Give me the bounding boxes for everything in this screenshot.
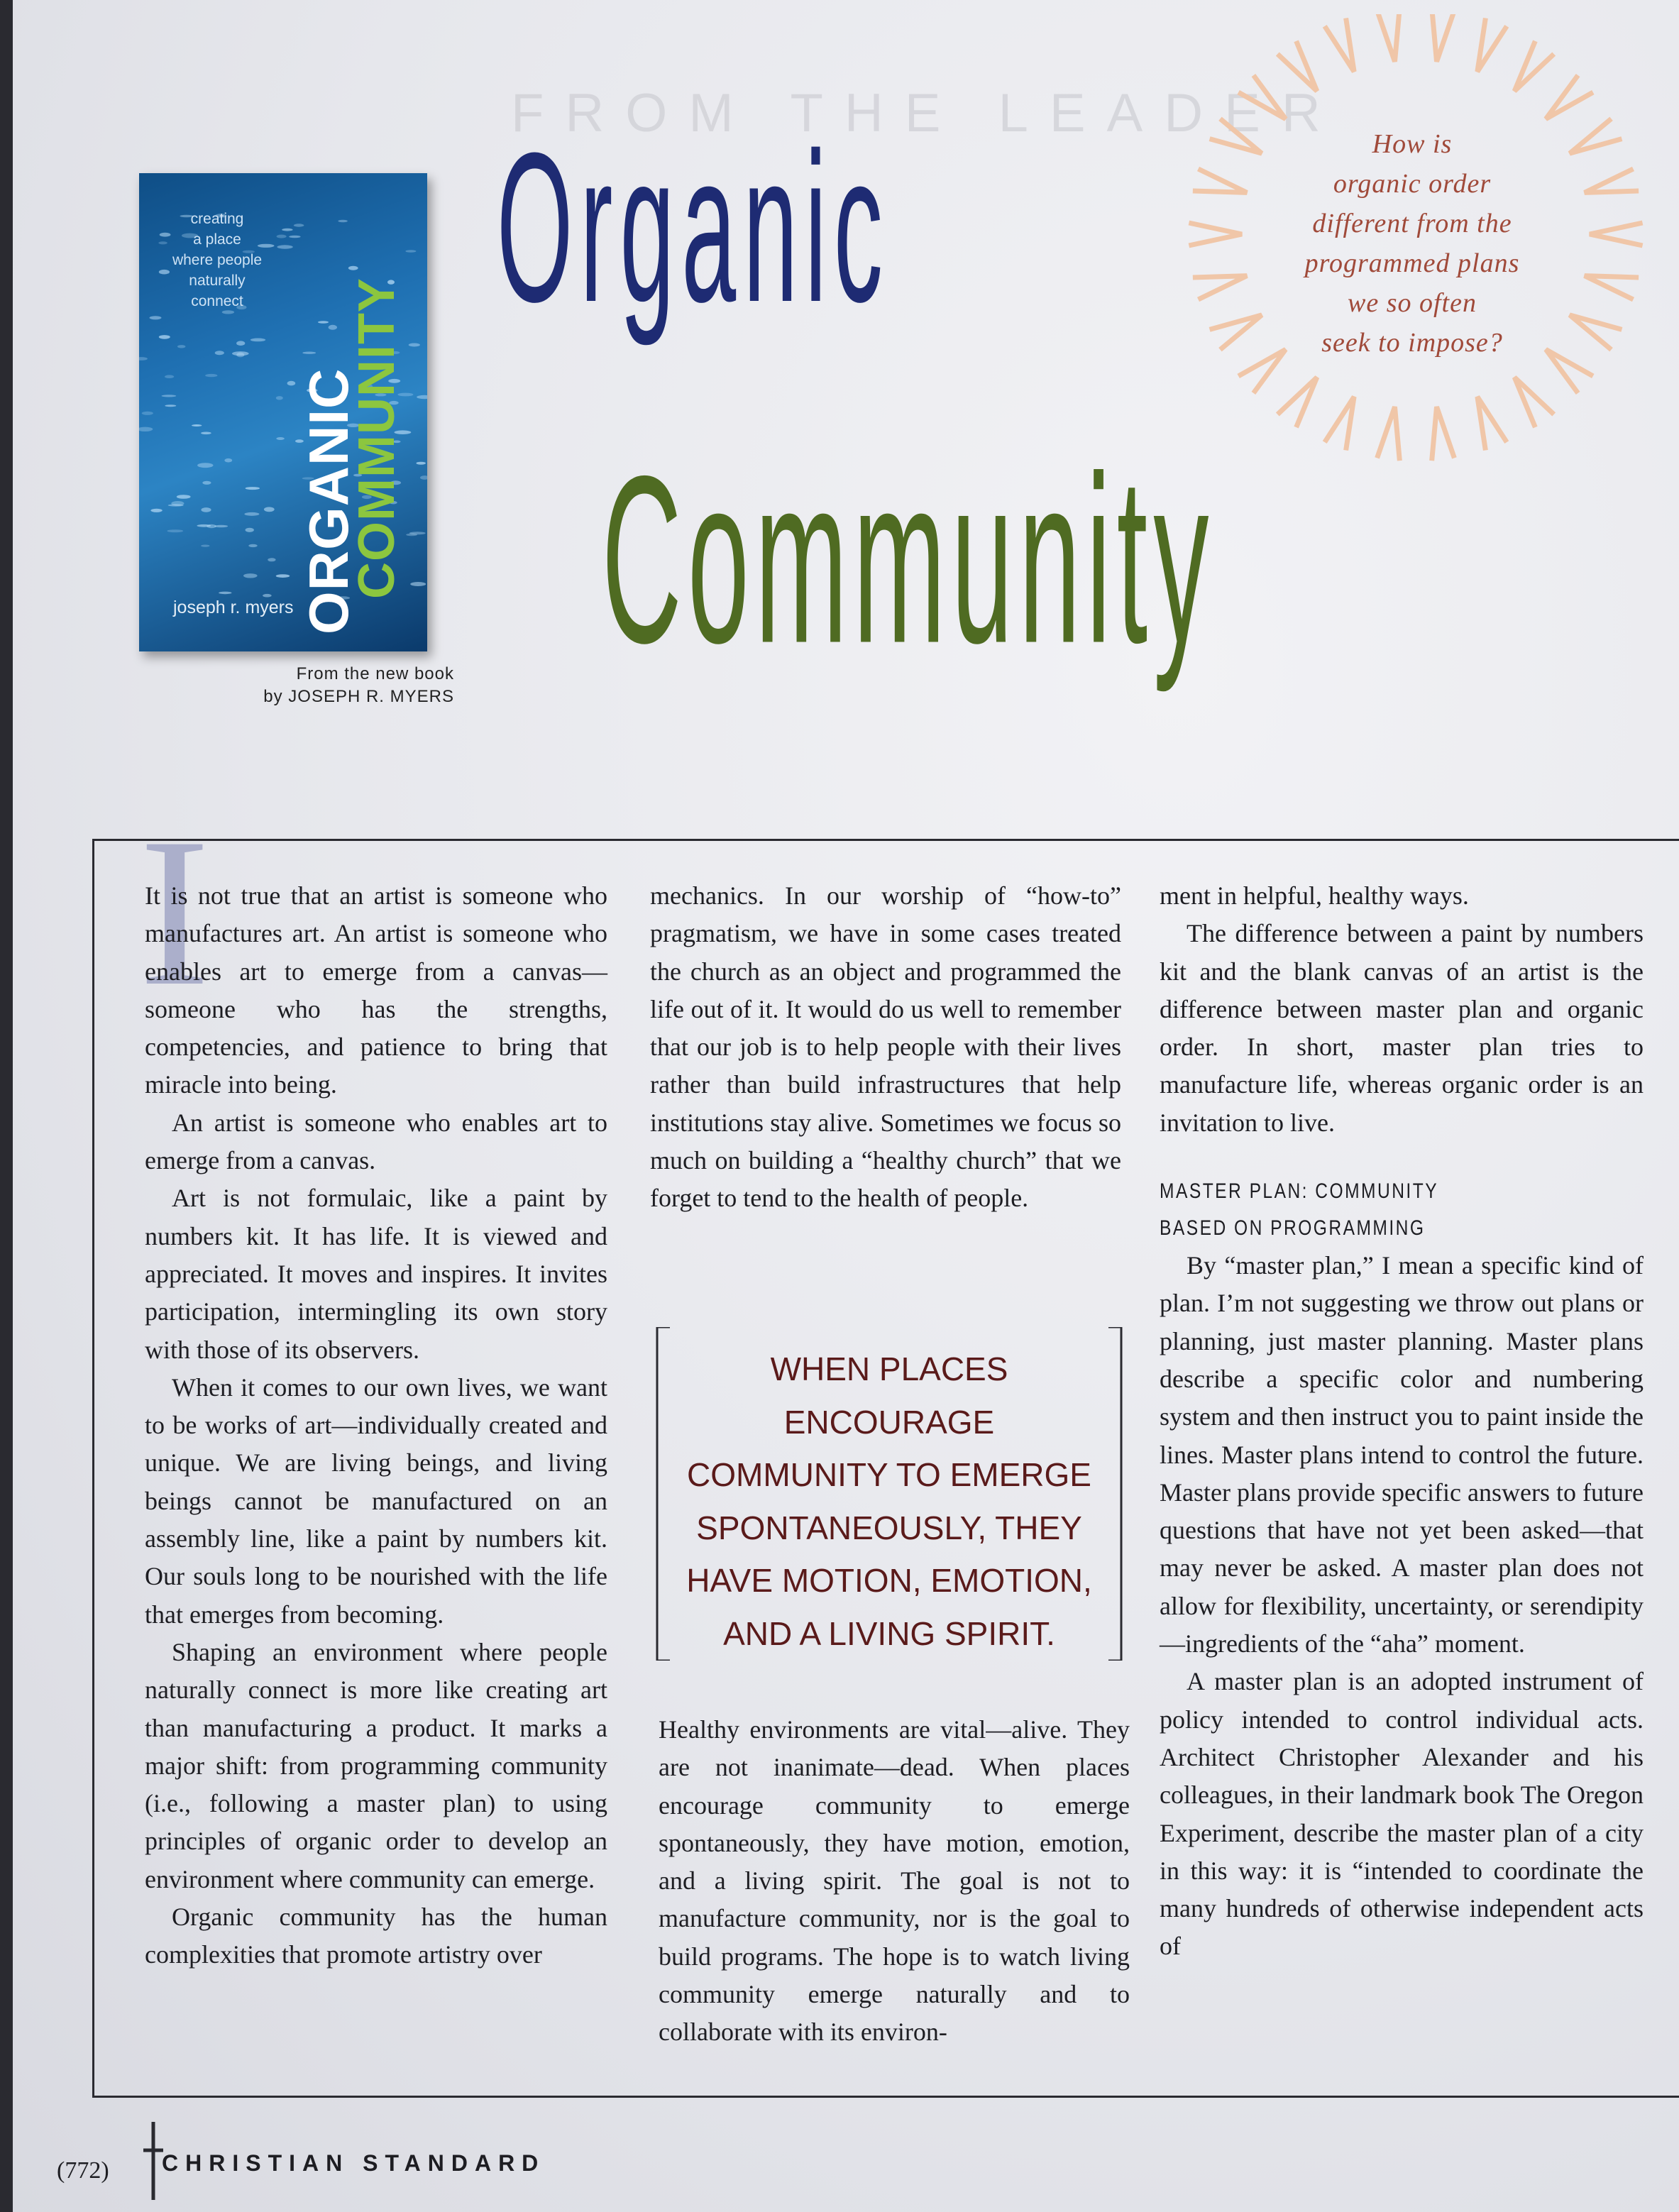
paragraph: A master plan is an adopted instrument of policy intended to control individual acts. Architect Christopher Alexander and his colleagues, in their landmark book The Oregon Experiment, describe the master plan of a city in this way: it is “intended to coordinate the many hundreds of otherwise independent acts of	[1160, 1667, 1644, 1961]
subhead-line: BASED ON PROGRAMMING	[1160, 1216, 1426, 1240]
sunburst-ray	[1377, 14, 1400, 62]
sunburst-ray	[1325, 397, 1354, 450]
fish-shape	[338, 220, 347, 222]
fish-shape	[219, 592, 231, 595]
fish-shape	[142, 412, 153, 415]
fish-shape	[268, 558, 275, 561]
tagline-line: connect	[191, 293, 243, 309]
pull-quote-line: HAVE MOTION, EMOTION,	[686, 1562, 1092, 1599]
paragraph: Shaping an environment where people naturally connect is more like creating art than manufacturing a product. It marks a major shift: from programming community (i.e., following a master plan) to using principles of organic order to develop an environment where community can emerge.	[145, 1637, 607, 1893]
ghost-header-text: FROM THE LEADER	[511, 83, 1342, 143]
pull-quote-line: COMMUNITY TO EMERGE	[687, 1456, 1091, 1493]
sunburst-ray	[1585, 276, 1639, 299]
fish-shape	[264, 507, 275, 512]
fish-shape	[417, 462, 426, 465]
fish-shape	[139, 427, 153, 431]
fish-shape	[246, 487, 260, 490]
book-tagline	[160, 209, 274, 312]
sunburst-ray	[1585, 169, 1639, 192]
fish-shape	[215, 351, 224, 355]
pull-quote-text	[654, 1343, 1124, 1660]
paragraph: When it comes to our own lives, we want to be works of art—individually created and unique. We are living beings, and living beings cannot be manufactured on an assembly line, like a paint by numbers kit. Our souls long to be nourished with the life that emerges from becoming.	[145, 1372, 607, 1629]
subhead-line: MASTER PLAN: COMMUNITY	[1160, 1179, 1439, 1204]
sunburst-ray	[1432, 407, 1455, 461]
column-2-lower	[659, 1711, 1130, 2052]
fish-shape	[171, 501, 184, 506]
pull-quote-line: ENCOURAGE	[783, 1403, 995, 1441]
caption-line: From the new book	[296, 664, 454, 683]
sunburst-ray	[1238, 75, 1285, 119]
fish-shape	[276, 437, 285, 440]
pull-question-line: programmed plans	[1304, 248, 1520, 278]
paragraph: ment in helpful, healthy ways.	[1160, 881, 1469, 910]
pull-quote-line: AND A LIVING SPIRIT.	[723, 1614, 1055, 1652]
page-number: (772)	[57, 2157, 109, 2184]
fish-shape	[202, 481, 211, 485]
fish-shape	[243, 573, 258, 578]
fish-shape	[248, 544, 257, 547]
fish-shape	[150, 316, 162, 319]
sunburst-ray	[1570, 315, 1622, 350]
tagline-line: a place	[193, 231, 241, 248]
sunburst-ray	[1514, 41, 1554, 91]
tagline-line: naturally	[189, 273, 246, 289]
fish-shape	[277, 235, 287, 238]
pull-question-line: How is	[1372, 129, 1453, 159]
column-2	[650, 877, 1121, 1218]
column-3	[1160, 877, 1644, 1966]
fish-shape	[348, 266, 358, 270]
book-cover-image	[139, 173, 427, 651]
fish-shape	[162, 395, 177, 397]
fish-shape	[287, 381, 296, 386]
fish-shape	[201, 545, 209, 547]
sunburst-ray	[1546, 75, 1592, 119]
pull-quote-line: SPONTANEOUSLY, THEY	[696, 1509, 1082, 1546]
fish-shape	[282, 229, 292, 231]
pull-quote-line: WHEN PLACES	[770, 1350, 1008, 1387]
fish-shape	[192, 424, 202, 427]
fish-shape	[150, 509, 162, 512]
fish-shape	[417, 395, 427, 399]
fish-shape	[205, 374, 217, 377]
paragraph: Healthy environments are vital—alive. They are not inanimate—dead. When places encourage community to emerge spontaneously, they have motion, emotion, and a living spirit. The goal is not to manufacture community, nor is the goal to build programs. The hope is to watch living community emerge naturally and to collaborate with its environ-	[659, 1715, 1130, 2047]
fish-shape	[409, 532, 426, 534]
fish-shape	[318, 321, 329, 323]
paragraph: The difference between a paint by numbers kit and the blank canvas of an artist is the difference between master plan and organic order. In short, master plan tries to manufacture life, whereas organic order is an invitation to live.	[1160, 919, 1644, 1137]
fish-shape	[289, 236, 300, 238]
fish-shape	[232, 351, 249, 356]
fish-shape	[294, 224, 304, 226]
fish-shape	[244, 512, 259, 516]
fish-shape	[329, 325, 337, 330]
fish-shape	[276, 574, 290, 578]
cover-caption	[213, 663, 454, 708]
fish-shape	[177, 345, 186, 348]
fish-shape	[251, 339, 265, 342]
sunburst-ray	[1432, 14, 1455, 62]
sunburst-ray	[1570, 119, 1622, 153]
drop-cap: I	[139, 794, 210, 1030]
tagline-line: creating	[190, 211, 244, 227]
sunburst-ray	[1325, 18, 1354, 71]
pull-question	[1249, 124, 1575, 363]
pull-question-line: different from the	[1312, 209, 1512, 238]
fish-shape	[277, 245, 292, 248]
sunburst-ray	[1193, 169, 1247, 192]
sunburst-ray	[1189, 223, 1242, 246]
pull-question-line: we so often	[1348, 288, 1477, 318]
tagline-line: where people	[172, 252, 263, 268]
fish-shape	[197, 524, 211, 527]
caption-line: by JOSEPH R. MYERS	[263, 687, 454, 706]
sunburst-ray	[1193, 276, 1247, 299]
fish-shape	[201, 432, 211, 435]
book-author: joseph r. myers	[173, 598, 294, 617]
paragraph: Art is not formulaic, like a paint by numbers kit. It has life. It is viewed and appreciated. It moves and inspires. It invites participation, intermingling its own story with those of its observers.	[145, 1184, 607, 1364]
paragraph: By “master plan,” I mean a specific kind of plan. I’m not suggesting we throw out plans or planning, just master planning. Master plans describe a specific color and numbering system and then instruct you to paint inside the lines. Master plans intend to control the future. Master plans provide specific answers to future questions that have not yet been asked—that may never be asked. A master plan does not allow for flexibility, uncertainty, or serendipity—ingredients of the “aha” moment.	[1160, 1251, 1644, 1658]
fish-shape	[409, 343, 420, 347]
sunburst-ray	[1377, 407, 1400, 461]
book-title-line2: COMMUNITY	[348, 277, 405, 599]
fish-shape	[246, 528, 254, 532]
page-edge	[0, 0, 13, 2212]
fish-shape	[159, 335, 170, 339]
fish-shape	[302, 352, 316, 354]
section-subhead	[1160, 1173, 1556, 1247]
book-title-line1: ORGANIC	[297, 368, 360, 634]
paragraph: mechanics. In our worship of “how-to” pragmatism, we have in some cases treated the church as an object and programmed the life out of it. It would do us well to remember that our job is to help people with their lives rather than build infrastructures that help institutions stay alive. Sometimes we focus so much on building a “healthy church” that we forget to tend to the health of people.	[650, 881, 1121, 1213]
sunburst-ray	[1477, 18, 1507, 71]
fish-shape	[276, 396, 283, 400]
magazine-masthead: CHRISTIAN STANDARD	[162, 2150, 546, 2176]
paragraph: Organic community has the human complexities that promote artistry over	[145, 1903, 607, 1969]
fish-shape	[165, 405, 176, 407]
fish-shape	[165, 375, 174, 378]
fish-shape	[201, 507, 211, 512]
fish-shape	[177, 495, 191, 499]
sunburst-ray	[1277, 378, 1317, 427]
fish-shape	[420, 475, 427, 480]
paragraph: An artist is someone who enables art to emerge from a canvas.	[145, 1108, 607, 1175]
sunburst-ray	[1514, 378, 1554, 427]
fish-shape	[197, 463, 213, 468]
pull-quote-box	[654, 1327, 1124, 1661]
column-1	[145, 877, 607, 1974]
fish-shape	[236, 341, 245, 346]
fish-shape	[410, 582, 426, 586]
title-line-1: Organic	[497, 108, 891, 346]
fish-shape	[167, 529, 184, 532]
fish-shape	[263, 594, 272, 598]
fish-shape	[224, 458, 232, 463]
fish-shape	[405, 250, 416, 252]
paragraph: It is not true that an artist is someone who manufactures art. An artist is someone who enables art to emerge from a canvas—someone who has the strengths, competencies, and patience to bring that miracle into being.	[145, 881, 607, 1099]
sunburst-ray	[1277, 41, 1317, 91]
sunburst-ray	[1590, 223, 1643, 246]
sunburst-ray	[1477, 397, 1507, 450]
fish-shape	[139, 357, 148, 361]
title-line-2: Community	[602, 425, 1215, 693]
pull-question-line: organic order	[1333, 169, 1492, 199]
pull-question-line: seek to impose?	[1321, 328, 1503, 358]
